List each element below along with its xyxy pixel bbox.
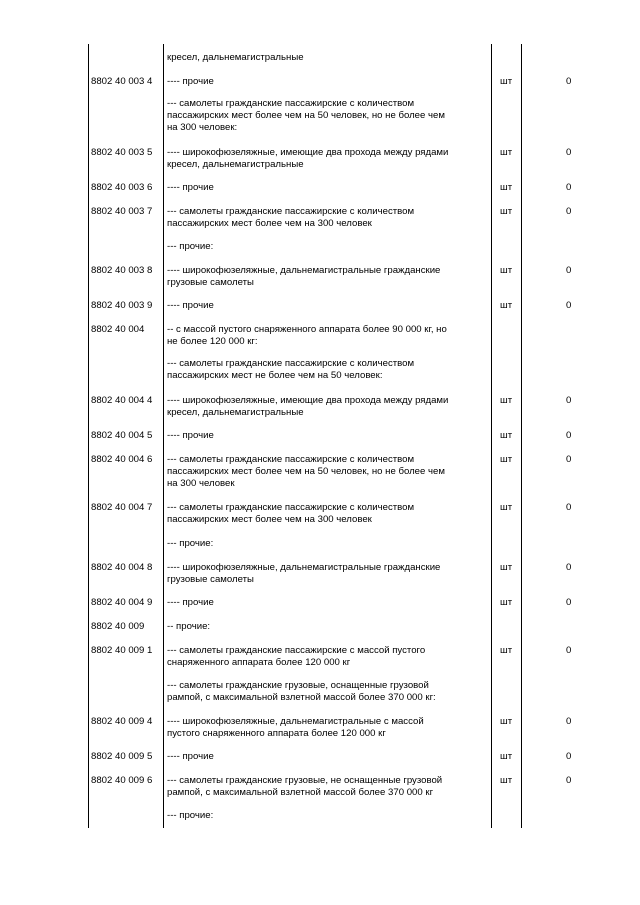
- tariff-code: 8802 40 003 9: [91, 300, 153, 311]
- description-line: на 300 человек: [167, 478, 235, 489]
- description-line: грузовые самолеты: [167, 277, 254, 288]
- description-line: пассажирских мест более чем на 50 человек, но не более чем: [167, 466, 445, 477]
- goods-description: [167, 52, 304, 64]
- description-line: --- самолеты гражданские грузовые, не оснащенные грузовой: [167, 775, 443, 786]
- tariff-code: 8802 40 004 7: [91, 502, 153, 513]
- goods-description: [167, 538, 213, 550]
- unit-of-measure: шт: [500, 300, 513, 311]
- goods-description: [167, 751, 214, 763]
- tariff-code: 8802 40 009 4: [91, 716, 153, 727]
- goods-description: [167, 265, 440, 289]
- tariff-code: 8802 40 003 6: [91, 182, 153, 193]
- duty-rate: 0: [566, 395, 572, 406]
- tariff-code: 8802 40 003 7: [91, 206, 153, 217]
- goods-description: [167, 621, 210, 633]
- tariff-code: 8802 40 003 4: [91, 76, 153, 87]
- unit-of-measure: шт: [500, 454, 513, 465]
- duty-rate: 0: [566, 751, 572, 762]
- tariff-code: 8802 40 003 8: [91, 265, 153, 276]
- tariff-code: 8802 40 009 6: [91, 775, 153, 786]
- description-line: кресел, дальнемагистральные: [167, 159, 304, 170]
- goods-description: [167, 395, 448, 419]
- goods-description: [167, 562, 440, 586]
- duty-rate: 0: [566, 562, 572, 573]
- description-line: --- самолеты гражданские пассажирские с массой пустого: [167, 645, 426, 656]
- description-line: рампой, с максимальной взлетной массой более 370 000 кг:: [167, 692, 436, 703]
- description-line: --- прочие:: [167, 810, 214, 821]
- unit-of-measure: шт: [500, 716, 513, 727]
- description-line: ---- прочие: [167, 751, 214, 762]
- tariff-code: 8802 40 009 5: [91, 751, 153, 762]
- description-line: --- самолеты гражданские грузовые, оснащенные грузовой: [167, 680, 429, 691]
- unit-of-measure: шт: [500, 206, 513, 217]
- duty-rate: 0: [566, 502, 572, 513]
- description-line: ---- прочие: [167, 430, 214, 441]
- goods-description: [167, 502, 414, 526]
- unit-of-measure: шт: [500, 430, 513, 441]
- description-line: пассажирских мест более чем на 50 человек, но не более чем: [167, 110, 445, 121]
- description-line: ---- прочие: [167, 76, 214, 87]
- tariff-code: 8802 40 004 4: [91, 395, 153, 406]
- goods-description: [167, 597, 214, 609]
- tariff-code: 8802 40 009 1: [91, 645, 153, 656]
- column-border-code-desc: [163, 44, 164, 828]
- description-line: пассажирских мест более чем на 300 человек: [167, 218, 372, 229]
- tariff-code: 8802 40 004 5: [91, 430, 153, 441]
- goods-description: [167, 430, 214, 442]
- duty-rate: 0: [566, 775, 572, 786]
- goods-description: [167, 300, 214, 312]
- goods-description: [167, 98, 445, 134]
- tariff-code: 8802 40 004 8: [91, 562, 153, 573]
- unit-of-measure: шт: [500, 395, 513, 406]
- description-line: --- самолеты гражданские пассажирские с количеством: [167, 206, 415, 217]
- duty-rate: 0: [566, 265, 572, 276]
- description-line: -- с массой пустого снаряженного аппарата более 90 000 кг, но: [167, 324, 447, 335]
- goods-description: [167, 324, 447, 348]
- description-line: --- самолеты гражданские пассажирские с количеством: [167, 358, 415, 369]
- goods-description: [167, 206, 414, 230]
- description-line: кресел, дальнемагистральные: [167, 407, 304, 418]
- description-line: снаряженного аппарата более 120 000 кг: [167, 657, 351, 668]
- description-line: ---- широкофюзеляжные, дальнемагистральные гражданские: [167, 265, 441, 276]
- description-line: ---- прочие: [167, 300, 214, 311]
- goods-description: [167, 76, 214, 88]
- tariff-code: 8802 40 003 5: [91, 147, 153, 158]
- description-line: -- прочие:: [167, 621, 211, 632]
- description-line: кресел, дальнемагистральные: [167, 52, 304, 63]
- description-line: рампой, с максимальной взлетной массой более 370 000 кг: [167, 787, 434, 798]
- duty-rate: 0: [566, 182, 572, 193]
- tariff-code: 8802 40 004 9: [91, 597, 153, 608]
- unit-of-measure: шт: [500, 645, 513, 656]
- goods-description: [167, 182, 214, 194]
- unit-of-measure: шт: [500, 182, 513, 193]
- description-line: не более 120 000 кг:: [167, 336, 258, 347]
- description-line: ---- широкофюзеляжные, дальнемагистральные с массой: [167, 716, 424, 727]
- duty-rate: 0: [566, 716, 572, 727]
- duty-rate: 0: [566, 430, 572, 441]
- duty-rate: 0: [566, 454, 572, 465]
- unit-of-measure: шт: [500, 502, 513, 513]
- description-line: --- самолеты гражданские пассажирские с количеством: [167, 98, 415, 109]
- description-line: ---- прочие: [167, 597, 214, 608]
- description-line: грузовые самолеты: [167, 574, 254, 585]
- goods-description: [167, 645, 425, 669]
- column-border-desc-unit: [491, 44, 492, 828]
- description-line: --- самолеты гражданские пассажирские с количеством: [167, 454, 415, 465]
- goods-description: [167, 810, 213, 822]
- goods-description: [167, 454, 445, 490]
- column-border-left: [88, 44, 89, 828]
- duty-rate: 0: [566, 76, 572, 87]
- goods-description: [167, 680, 436, 704]
- unit-of-measure: шт: [500, 751, 513, 762]
- column-border-unit-rate: [521, 44, 522, 828]
- unit-of-measure: шт: [500, 597, 513, 608]
- description-line: ---- прочие: [167, 182, 214, 193]
- goods-description: [167, 147, 448, 171]
- description-line: ---- широкофюзеляжные, имеющие два прохода между рядами: [167, 395, 449, 406]
- unit-of-measure: шт: [500, 265, 513, 276]
- description-line: ---- широкофюзеляжные, имеющие два прохода между рядами: [167, 147, 449, 158]
- unit-of-measure: шт: [500, 562, 513, 573]
- description-line: пассажирских мест более чем на 300 человек: [167, 514, 372, 525]
- description-line: --- прочие:: [167, 538, 214, 549]
- duty-rate: 0: [566, 300, 572, 311]
- description-line: пустого снаряженного аппарата более 120 000 кг: [167, 728, 386, 739]
- duty-rate: 0: [566, 645, 572, 656]
- goods-description: [167, 241, 213, 253]
- description-line: --- прочие:: [167, 241, 214, 252]
- tariff-code: 8802 40 009: [91, 621, 145, 632]
- tariff-code: 8802 40 004 6: [91, 454, 153, 465]
- description-line: ---- широкофюзеляжные, дальнемагистральные гражданские: [167, 562, 441, 573]
- tariff-code: 8802 40 004: [91, 324, 145, 335]
- description-line: на 300 человек:: [167, 122, 238, 133]
- duty-rate: 0: [566, 206, 572, 217]
- unit-of-measure: шт: [500, 775, 513, 786]
- goods-description: [167, 775, 442, 799]
- duty-rate: 0: [566, 147, 572, 158]
- goods-description: [167, 358, 414, 382]
- description-line: пассажирских мест не более чем на 50 человек:: [167, 370, 383, 381]
- duty-rate: 0: [566, 597, 572, 608]
- goods-description: [167, 716, 424, 740]
- description-line: --- самолеты гражданские пассажирские с количеством: [167, 502, 415, 513]
- unit-of-measure: шт: [500, 76, 513, 87]
- unit-of-measure: шт: [500, 147, 513, 158]
